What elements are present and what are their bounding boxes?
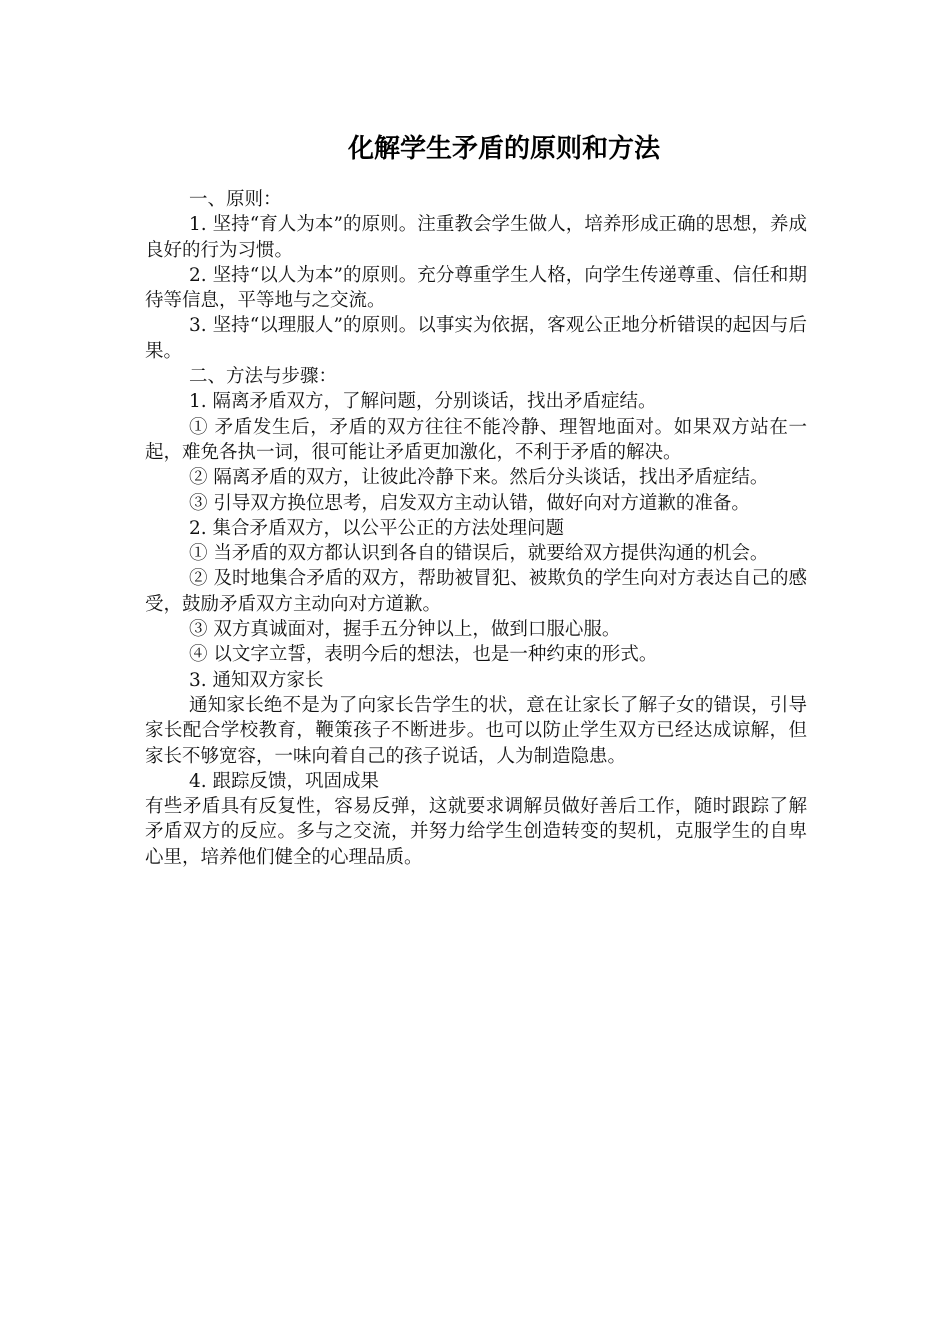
method-4-heading: 4. 跟踪反馈，巩固成果 — [189, 770, 380, 792]
principle-1: 1. 坚持“育人为本”的原则。注重教会学生做人，培养形成正确的思想，养成良好的行为习惯。 — [145, 214, 807, 261]
method-2-heading: 2. 集合矛盾双方，以公平公正的方法处理问题 — [189, 517, 565, 539]
document-title: 化解学生矛盾的原则和方法 — [347, 134, 660, 164]
principle-2: 2. 坚持“以人为本”的原则。充分尊重学生人格，向学生传递尊重、信任和期待等信息，平等地与之交流。 — [145, 264, 807, 312]
method-1-item-2: ② 隔离矛盾的双方，让彼此冷静下来。然后分头谈话，找出矛盾症结。 — [189, 467, 769, 489]
document-body — [145, 187, 807, 870]
method-2-item-3: ③ 双方真诚面对，握手五分钟以上，做到口服心服。 — [189, 619, 621, 641]
section-heading-principles: 一、原则： — [189, 189, 282, 210]
method-1-item-1: ① 矛盾发生后，矛盾的双方往往不能冷静、理智地面对。如果双方站在一起，难免各执一词，很可能让矛盾更加激化，不利于矛盾的解决。 — [145, 416, 807, 463]
method-3-body: 通知家长绝不是为了向家长告学生的状，意在让家长了解子女的错误，引导家长配合学校教育，鞭策孩子不断进步。也可以防止学生双方已经达成谅解，但家长不够宽容，一味向着自己的孩子说话，人为制造隐患。 — [145, 694, 807, 767]
method-2-item-4: ④ 以文字立誓，表明今后的想法，也是一种约束的形式。 — [189, 644, 658, 666]
principle-3: 3. 坚持“以理服人”的原则。以事实为依据，客观公正地分析错误的起因与后果。 — [145, 315, 807, 362]
method-4-body: 有些矛盾具有反复性，容易反弹，这就要求调解员做好善后工作，随时跟踪了解矛盾双方的反应。多与之交流，并努力给学生创造转变的契机，克服学生的自卑心里，培养他们健全的心理品质。 — [145, 796, 807, 868]
method-2-item-2: ② 及时地集合矛盾的双方，帮助被冒犯、被欺负的学生向对方表达自己的感受，鼓励矛盾双方主动向对方道歉。 — [145, 568, 807, 615]
method-1-item-3: ③ 引导双方换位思考，启发双方主动认错，做好向对方道歉的准备。 — [189, 492, 750, 514]
section-heading-methods: 二、方法与步骤： — [189, 366, 338, 388]
method-2-item-1: ① 当矛盾的双方都认识到各自的错误后，就要给双方提供沟通的机会。 — [189, 543, 769, 565]
method-3-heading: 3. 通知双方家长 — [189, 669, 324, 691]
method-1-heading: 1. 隔离矛盾双方，了解问题，分别谈话，找出矛盾症结。 — [189, 391, 657, 413]
